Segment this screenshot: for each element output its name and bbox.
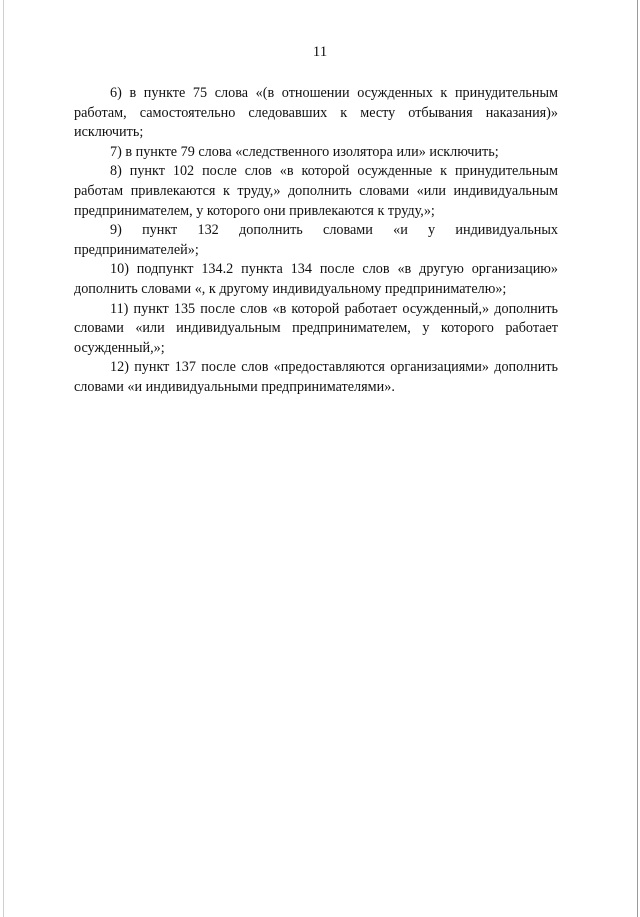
paragraph-item-9: 9) пункт 132 дополнить словами «и у индивидуальных предпринимателей»; bbox=[74, 222, 558, 258]
document-body bbox=[74, 84, 558, 398]
paragraph-item-7: 7) в пункте 79 слова «следственного изолятора или» исключить; bbox=[110, 143, 499, 160]
paragraph-item-8: 8) пункт 102 после слов «в которой осужденные к принудительным работам привлекаются к труду,» дополнить словами «или индивидуальным предпринимателем, у которого они привлекаются к труду,»; bbox=[74, 163, 558, 219]
page-edge-left bbox=[3, 0, 4, 917]
paragraph-item-11: 11) пункт 135 после слов «в которой работает осужденный,» дополнить словами «или индивидуальным предпринимателем, у которого работает осужденный,»; bbox=[74, 300, 558, 356]
page-edge-right bbox=[637, 0, 638, 917]
paragraph-item-12: 12) пункт 137 после слов «предоставляются организациями» дополнить словами «и индивидуальными предпринимателями». bbox=[74, 359, 558, 395]
page-number: 11 bbox=[312, 44, 328, 60]
paragraph-item-6: 6) в пункте 75 слова «(в отношении осужденных к принудительным работам, самостоятельно следовавших к месту отбывания наказания)» исключить; bbox=[74, 85, 558, 141]
paragraph-item-10: 10) подпункт 134.2 пункта 134 после слов «в другую организацию» дополнить словами «, к другому индивидуальному предпринимателю»; bbox=[74, 261, 558, 297]
